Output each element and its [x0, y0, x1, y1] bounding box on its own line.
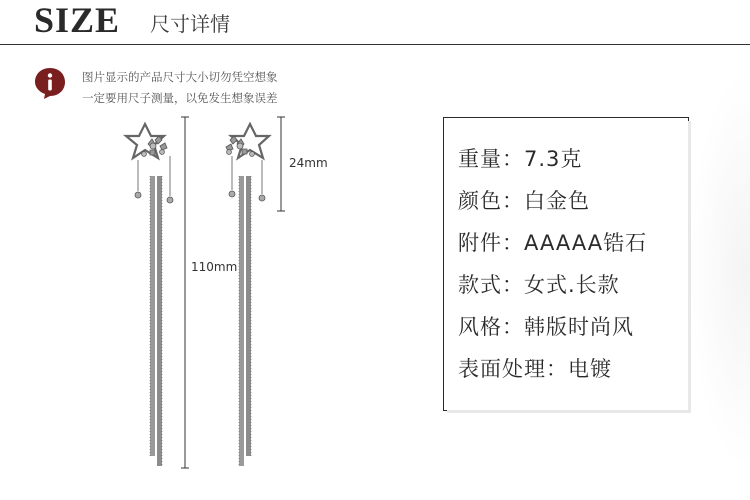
page-subtitle: 尺寸详情 [150, 12, 230, 36]
spec-label: 款式： [458, 273, 524, 297]
dimension-lines [180, 115, 290, 475]
spec-style [458, 264, 647, 306]
dimension-total-length: 110mm [191, 260, 238, 274]
spec-value: 女式.长款 [524, 273, 620, 297]
spec-panel [444, 118, 688, 410]
spec-value: 韩版时尚风 [524, 315, 634, 339]
spec-fashion [458, 306, 647, 348]
background-glow [690, 70, 750, 470]
spec-value: 电镀 [568, 357, 612, 381]
spec-weight [458, 138, 647, 180]
spec-list [458, 138, 647, 390]
header-divider [0, 44, 750, 45]
spec-accessory [458, 222, 647, 264]
page-title: SIZE [34, 0, 121, 40]
spec-color [458, 180, 647, 222]
notice-line-1: 图片显示的产品尺寸大小切勿凭空想象 [82, 70, 278, 84]
spec-label: 重量： [458, 147, 524, 171]
spec-label: 风格： [458, 315, 524, 339]
dimension-star-height: 24mm [289, 156, 328, 170]
spec-label: 颜色： [458, 189, 524, 213]
notice-line-2: 一定要用尺子测量，以免发生想象误差 [82, 91, 278, 105]
spec-finish [458, 348, 647, 390]
spec-value: AAAAA锆石 [524, 231, 648, 255]
info-icon [33, 66, 67, 100]
spec-label: 表面处理： [458, 357, 568, 381]
spec-value: 白金色 [524, 189, 590, 213]
size-notice [82, 67, 278, 109]
spec-value: 7.3克 [524, 147, 583, 171]
spec-label: 附件： [458, 231, 524, 255]
